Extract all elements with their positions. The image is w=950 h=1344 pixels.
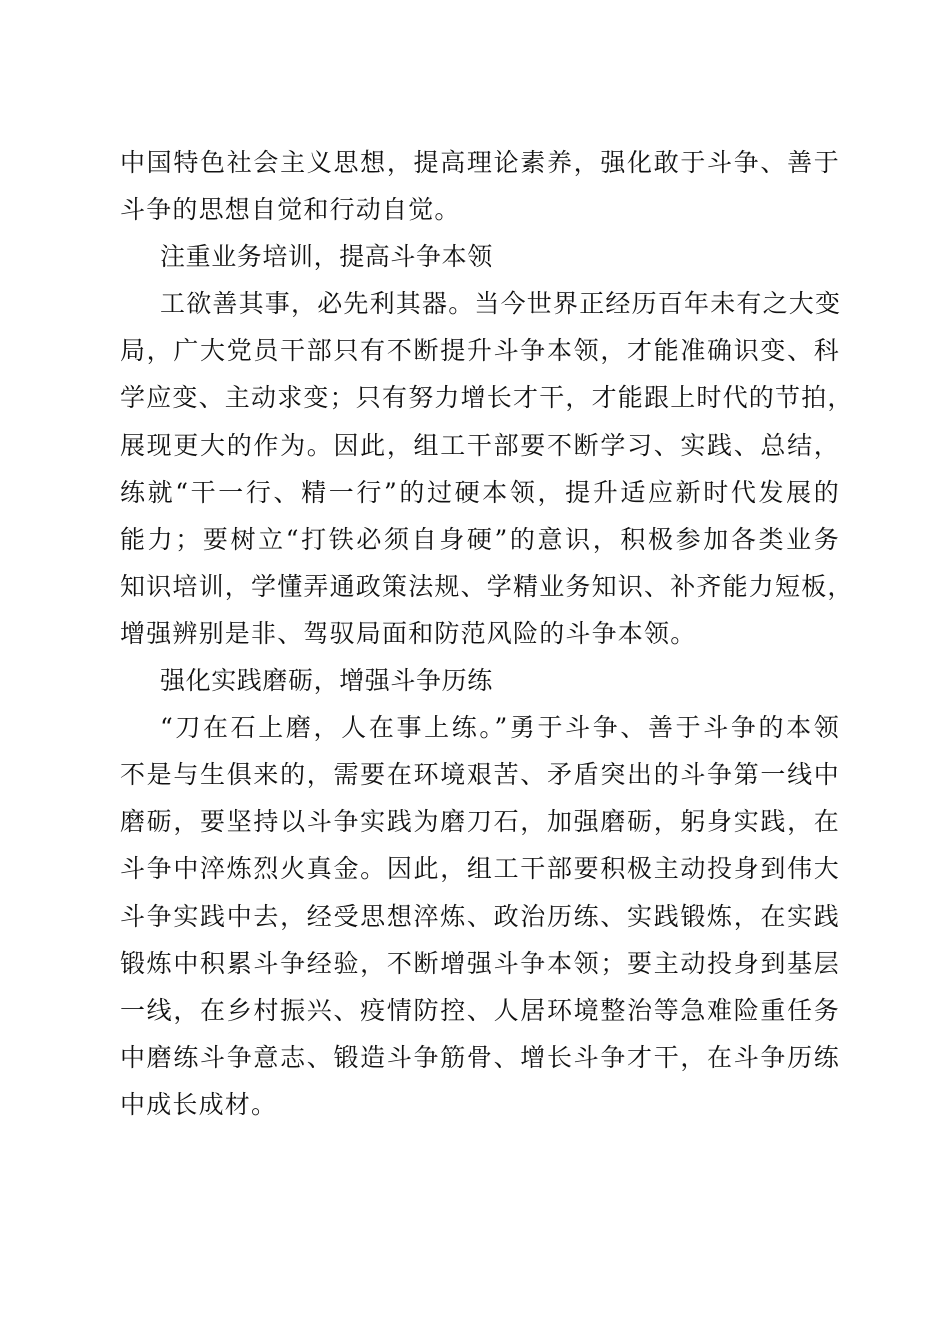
paragraph-line: 能力；要树立“打铁必须自身硬”的意识，积极参加各类业务 (120, 524, 840, 554)
paragraph-line: 增强辨别是非、驾驭局面和防范风险的斗争本领。 (120, 618, 697, 648)
paragraph-line: “刀在石上磨，人在事上练。”勇于斗争、善于斗争的本领 (160, 713, 840, 743)
paragraph-line: 工欲善其事，必先利其器。当今世界正经历百年未有之大变 (160, 289, 842, 319)
paragraph-line: 斗争中淬炼烈火真金。因此，组工干部要积极主动投身到伟大 (120, 854, 840, 884)
paragraph-line: 斗争实践中去，经受思想淬炼、政治历练、实践锻炼，在实践 (120, 901, 840, 931)
paragraph-line: 锻炼中积累斗争经验，不断增强斗争本领；要主动投身到基层 (120, 948, 840, 978)
paragraph-line: 一线，在乡村振兴、疫情防控、人居环境整治等急难险重任务 (120, 995, 840, 1025)
section-heading-practice: 强化实践磨砺，增强斗争历练 (160, 666, 493, 696)
paragraph-line: 局，广大党员干部只有不断提升斗争本领，才能准确识变、科 (120, 336, 840, 366)
paragraph-line: 练就“干一行、精一行”的过硬本领，提升适应新时代发展的 (120, 477, 840, 507)
section-heading-training: 注重业务培训，提高斗争本领 (160, 242, 493, 272)
paragraph-line: 中磨练斗争意志、锻造斗争筋骨、增长斗争才干，在斗争历练 (120, 1042, 840, 1072)
paragraph-line: 知识培训，学懂弄通政策法规、学精业务知识、补齐能力短板， (120, 571, 854, 601)
paragraph-line: 学应变、主动求变；只有努力增长才干，才能跟上时代的节拍， (120, 383, 854, 413)
paragraph-line: 不是与生俱来的，需要在环境艰苦、矛盾突出的斗争第一线中 (120, 760, 840, 790)
article-body (120, 139, 854, 1128)
paragraph-line: 中成长成材。 (120, 1089, 278, 1119)
paragraph-line: 中国特色社会主义思想，提高理论素养，强化敢于斗争、善于 (120, 148, 840, 177)
paragraph-line: 斗争的思想自觉和行动自觉。 (120, 195, 461, 225)
paragraph-line: 展现更大的作为。因此，组工干部要不断学习、实践、总结， (120, 430, 840, 460)
paragraph-line: 磨砺，要坚持以斗争实践为磨刀石，加强磨砺，躬身实践，在 (120, 807, 840, 837)
